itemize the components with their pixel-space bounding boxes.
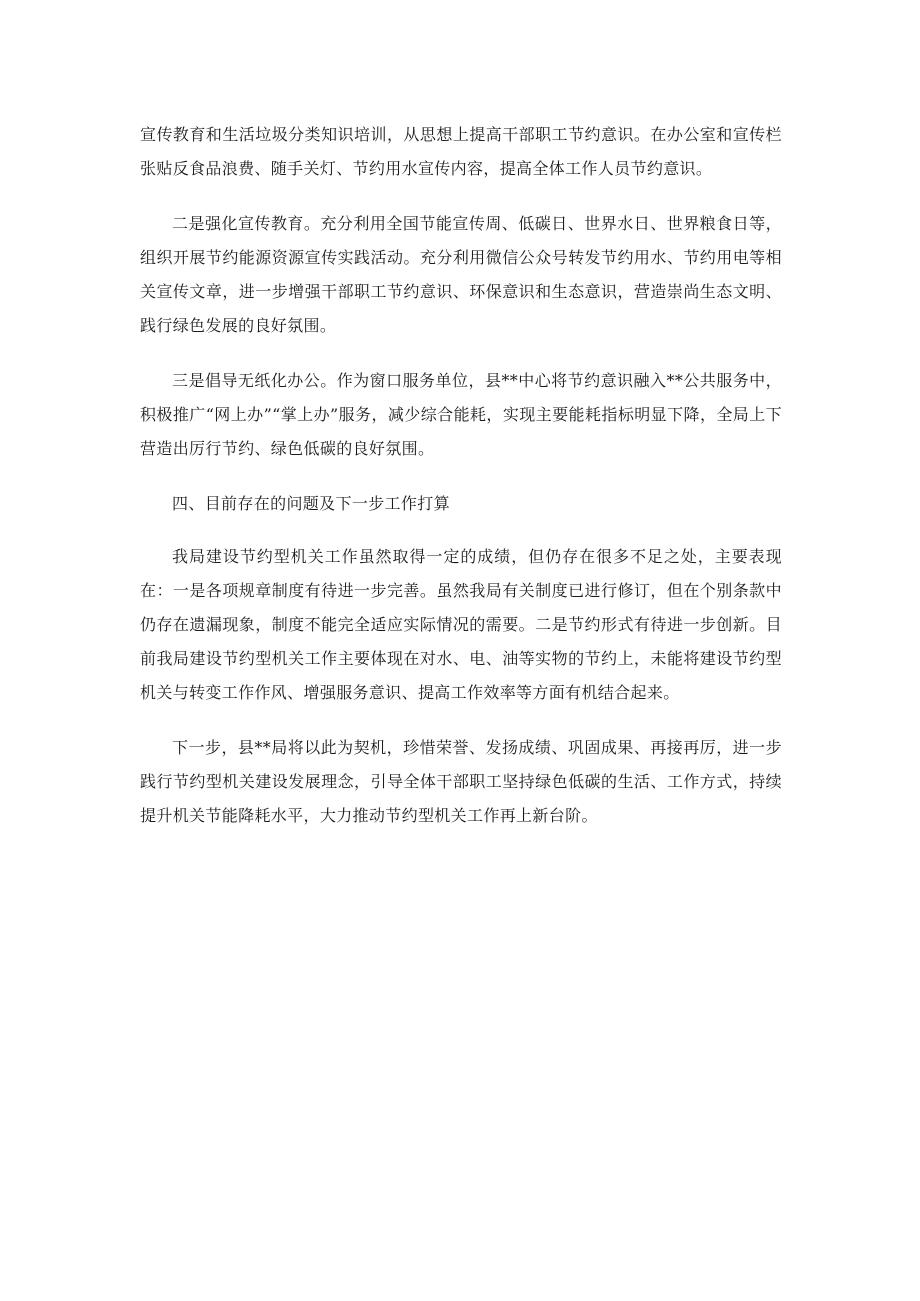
section-heading: 四、目前存在的问题及下一步工作打算 xyxy=(172,494,450,513)
paragraph-paperless-office: 三是倡导无纸化办公。作为窗口服务单位，县**中心将节约意识融入**公共服务中，积极推广“网上办”“掌上办”服务，减少综合能耗，实现主要能耗指标明显下降，全局上下营造出厉行节约、绿色低碳的良好氛围。 xyxy=(140,371,782,458)
document-body xyxy=(140,118,782,854)
paragraph-next-steps: 下一步，县**局将以此为契机，珍惜荣誉、发扬成绩、巩固成果、再接再厉，进一步践行节约型机关建设发展理念，引导全体干部职工坚持绿色低碳的生活、工作方式，持续提升机关节能降耗水平，大力推动节约型机关工作再上新台阶。 xyxy=(140,738,782,825)
paragraph-publicity-education: 二是强化宣传教育。充分利用全国节能宣传周、低碳日、世界水日、世界粮食日等，组织开展节约能源资源宣传实践活动。充分利用微信公众号转发节约用水、节约用电等相关宣传文章，进一步增强干部职工节约意识、环保意识和生态意识，营造崇尚生态文明、践行绿色发展的良好氛围。 xyxy=(140,214,782,335)
paragraph-problems: 我局建设节约型机关工作虽然取得一定的成绩，但仍存在很多不足之处，主要表现在：一是各项规章制度有待进一步完善。虽然我局有关制度已进行修订，但在个别条款中仍存在遗漏现象，制度不能完全适应实际情况的需要。二是节约形式有待进一步创新。目前我局建设节约型机关工作主要体现在对水、电、油等实物的节约上，未能将建设节约型机关与转变工作作风、增强服务意识、提高工作效率等方面有机结合起来。 xyxy=(140,547,782,702)
paragraph-continuation: 宣传教育和生活垃圾分类知识培训，从思想上提高干部职工节约意识。在办公室和宣传栏张贴反食品浪费、随手关灯、节约用水宣传内容，提高全体工作人员节约意识。 xyxy=(140,125,782,178)
